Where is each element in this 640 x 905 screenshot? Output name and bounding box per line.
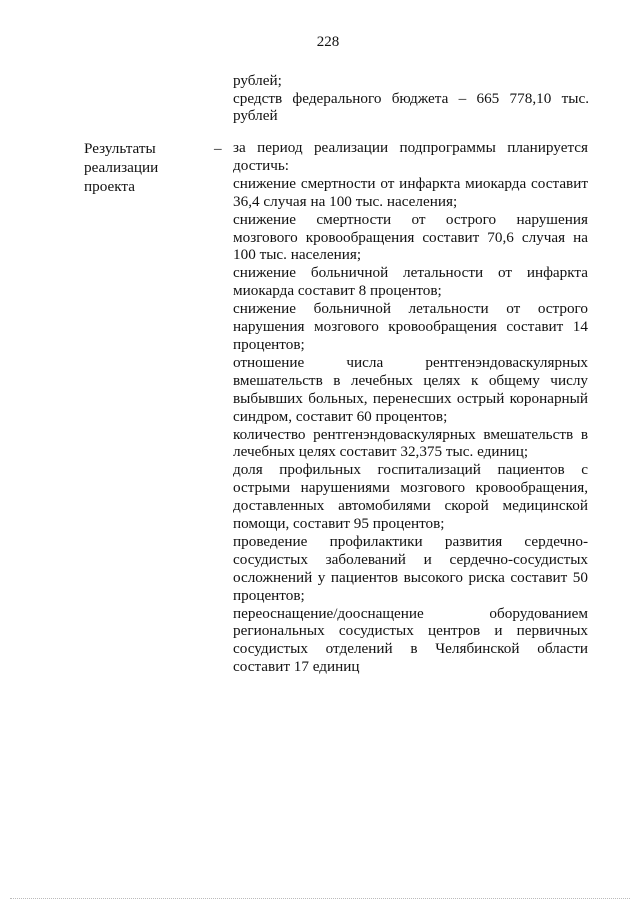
result-item: снижение больничной летальности от острого нарушения мозгового кровообращения составит 14 процентов; <box>233 300 588 353</box>
row-dash: – <box>214 140 222 157</box>
result-item: снижение больничной летальности от инфаркта миокарда составит 8 процентов; <box>233 264 588 300</box>
result-item: проведение профилактики развития сердечно-сосудистых заболеваний и сердечно-сосудистых осложнений у пациентов высокого риска составит 50 процентов; <box>233 532 588 604</box>
result-item: за период реализации подпрограммы планируется достичь: <box>233 139 588 174</box>
funding-tail <box>233 72 589 125</box>
funding-line-1: рублей; <box>233 72 282 89</box>
page-number: 228 <box>316 34 340 50</box>
result-item: отношение числа рентгенэндоваскулярных вмешательств в лечебных целях к общему числу выбывших больных, перенесших острый коронарный синдром, составит 60 процентов; <box>233 353 588 425</box>
results-list <box>233 139 588 676</box>
row-label: Результаты реализации проекта <box>84 140 159 195</box>
funding-line-3: рублей <box>233 107 278 124</box>
result-item: переоснащение/дооснащение оборудованием региональных сосудистых центров и первичных сосудистых отделений в Челябинской области составит 17 единиц <box>233 604 588 676</box>
result-item: снижение смертности от острого нарушения мозгового кровообращения составит 70,6 случая на 100 тыс. населения; <box>233 210 588 264</box>
result-item: доля профильных госпитализаций пациентов с острыми нарушениями мозгового кровообращения, доставленных автомобилями скорой медицинской помощи, составит 95 процентов; <box>233 461 588 533</box>
page-bottom-edge <box>10 898 630 899</box>
result-item: снижение смертности от инфаркта миокарда составит 36,4 случая на 100 тыс. населения; <box>233 174 588 210</box>
funding-line-2: средств федерального бюджета – 665 778,10 тыс. <box>233 89 589 107</box>
result-item: количество рентгенэндоваскулярных вмешательств в лечебных целях составит 32,375 тыс. единиц; <box>233 425 588 461</box>
